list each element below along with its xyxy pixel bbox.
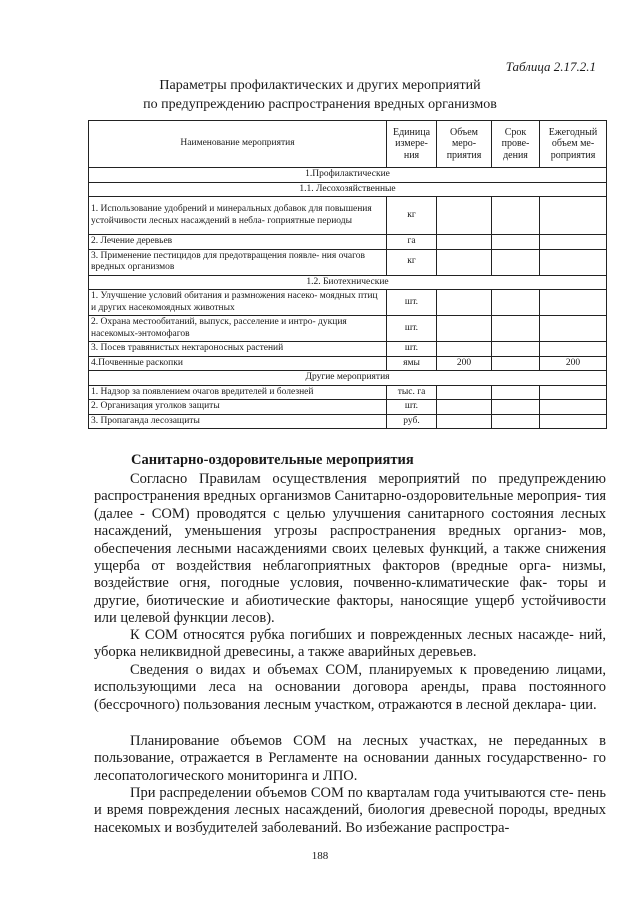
row-annual — [540, 342, 607, 357]
row-name: 3. Пропаганда лесозащиты — [89, 414, 387, 429]
row-unit: шт. — [387, 400, 437, 415]
table-row — [89, 414, 607, 429]
header-term: Срок прове- дения — [492, 121, 540, 168]
table-row — [89, 235, 607, 250]
section-row — [89, 371, 607, 386]
row-annual — [540, 249, 607, 275]
table-title-line-1: Параметры профилактических и других мероприятий — [159, 78, 481, 93]
row-term — [492, 249, 540, 275]
section-biotech: 1.2. Биотехнические — [89, 275, 607, 290]
row-volume — [437, 316, 492, 342]
section-prof: 1.Профилактические — [89, 168, 607, 183]
row-name: 2. Организация уголков защиты — [89, 400, 387, 415]
row-name: 4.Почвенные раскопки — [89, 356, 387, 371]
row-volume — [437, 249, 492, 275]
row-term — [492, 342, 540, 357]
table-row — [89, 249, 607, 275]
table-row — [89, 316, 607, 342]
row-annual — [540, 385, 607, 400]
header-unit: Единица измере- ния — [387, 121, 437, 168]
section-row — [89, 182, 607, 197]
row-annual — [540, 414, 607, 429]
row-volume — [437, 385, 492, 400]
section-row — [89, 275, 607, 290]
row-unit: ямы — [387, 356, 437, 371]
row-term — [492, 400, 540, 415]
row-annual — [540, 235, 607, 250]
row-name: 2. Лечение деревьев — [89, 235, 387, 250]
section-forest: 1.1. Лесохозяйственные — [89, 182, 607, 197]
row-name: 2. Охрана местообитаний, выпуск, расселение и интро- дукция насекомых-энтомофагов — [89, 316, 387, 342]
paragraph: К СОМ относятся рубка погибших и поврежденных лесных насажде- ний, уборка неликвидной древесины, а также аварийных деревьев. — [94, 627, 606, 661]
row-term — [492, 197, 540, 235]
row-annual: 200 — [540, 356, 607, 371]
row-unit: шт. — [387, 316, 437, 342]
row-name: 1. Улучшение условий обитания и размножения насеко- моядных птиц и других насекомоядных животных — [89, 290, 387, 316]
row-unit: кг — [387, 249, 437, 275]
paragraph: Согласно Правилам осуществления мероприятий по предупреждению распространения вредных организмов Санитарно-оздоровительные мероприя- тия (далее - СОМ) проводятся с целью улучшения санитарного состояния лесных насаждений, уменьшения угрозы распространения вредных организ- мов, обеспечения лесными насаждениями своих целевых функций, а также снижения ущерба от воздействия неблагоприятных факторов (вредные орга- низмы, воздействие огня, погодные условия, почвенно-климатические фак- торы и другие, биотические и абиотические факторы, наносящие ущерб устойчивости или целевой функции лесов). — [94, 471, 606, 627]
table-label: Таблица 2.17.2.1 — [505, 59, 596, 74]
row-term — [492, 316, 540, 342]
header-volume: Объем меро- приятия — [437, 121, 492, 168]
row-name: 1. Надзор за появлением очагов вредителей и болезней — [89, 385, 387, 400]
page-number: 188 — [311, 850, 329, 862]
table-row — [89, 197, 607, 235]
paragraph: Сведения о видах и объемах СОМ, планируемых к проведению лицами, использующими леса на основании договора аренды, права постоянного (бессрочного) пользования лесным участком, отражаются в лесной деклара- ции. — [94, 662, 606, 713]
row-annual — [540, 290, 607, 316]
measures-table — [88, 120, 607, 429]
row-name: 3. Посев травянистых нектароносных растений — [89, 342, 387, 357]
row-unit: тыс. га — [387, 385, 437, 400]
row-volume — [437, 400, 492, 415]
row-volume: 200 — [437, 356, 492, 371]
row-unit: шт. — [387, 290, 437, 316]
row-annual — [540, 197, 607, 235]
table-title-line-2: по предупреждению распространения вредных организмов — [143, 97, 497, 112]
row-term — [492, 385, 540, 400]
row-volume — [437, 235, 492, 250]
section-other: Другие мероприятия — [89, 371, 607, 386]
row-term — [492, 356, 540, 371]
row-term — [492, 235, 540, 250]
row-name: 1. Использование удобрений и минеральных добавок для повышения устойчивости лесных насаждений в небла- гоприятные периоды — [89, 197, 387, 235]
row-term — [492, 290, 540, 316]
paragraph: При распределении объемов СОМ по кварталам года учитываются сте- пень и время повреждения лесных насаждений, биология древесной породы, вредных насекомых и возбудителей заболеваний. Во избежание распростра- — [94, 785, 606, 836]
table-header-row — [89, 121, 607, 168]
row-annual — [540, 316, 607, 342]
row-volume — [437, 197, 492, 235]
table-row — [89, 290, 607, 316]
row-unit: руб. — [387, 414, 437, 429]
row-name: 3. Применение пестицидов для предотвращения появле- ния очагов вредных организмов — [89, 249, 387, 275]
row-unit: шт. — [387, 342, 437, 357]
row-volume — [437, 290, 492, 316]
row-term — [492, 414, 540, 429]
table-row — [89, 356, 607, 371]
row-unit: кг — [387, 197, 437, 235]
paragraph: Планирование объемов СОМ на лесных участках, не переданных в пользование, отражается в Регламенте на основании данных государственно- го лесопатологического мониторинга и ЛПО. — [94, 733, 606, 784]
table-row — [89, 400, 607, 415]
header-annual: Ежегодный объем ме- роприятия — [540, 121, 607, 168]
table-row — [89, 385, 607, 400]
row-annual — [540, 400, 607, 415]
table-row — [89, 342, 607, 357]
row-volume — [437, 414, 492, 429]
section-heading: Санитарно-оздоровительные мероприятия — [131, 452, 414, 468]
row-volume — [437, 342, 492, 357]
row-unit: га — [387, 235, 437, 250]
header-name: Наименование мероприятия — [89, 121, 387, 168]
section-row — [89, 168, 607, 183]
